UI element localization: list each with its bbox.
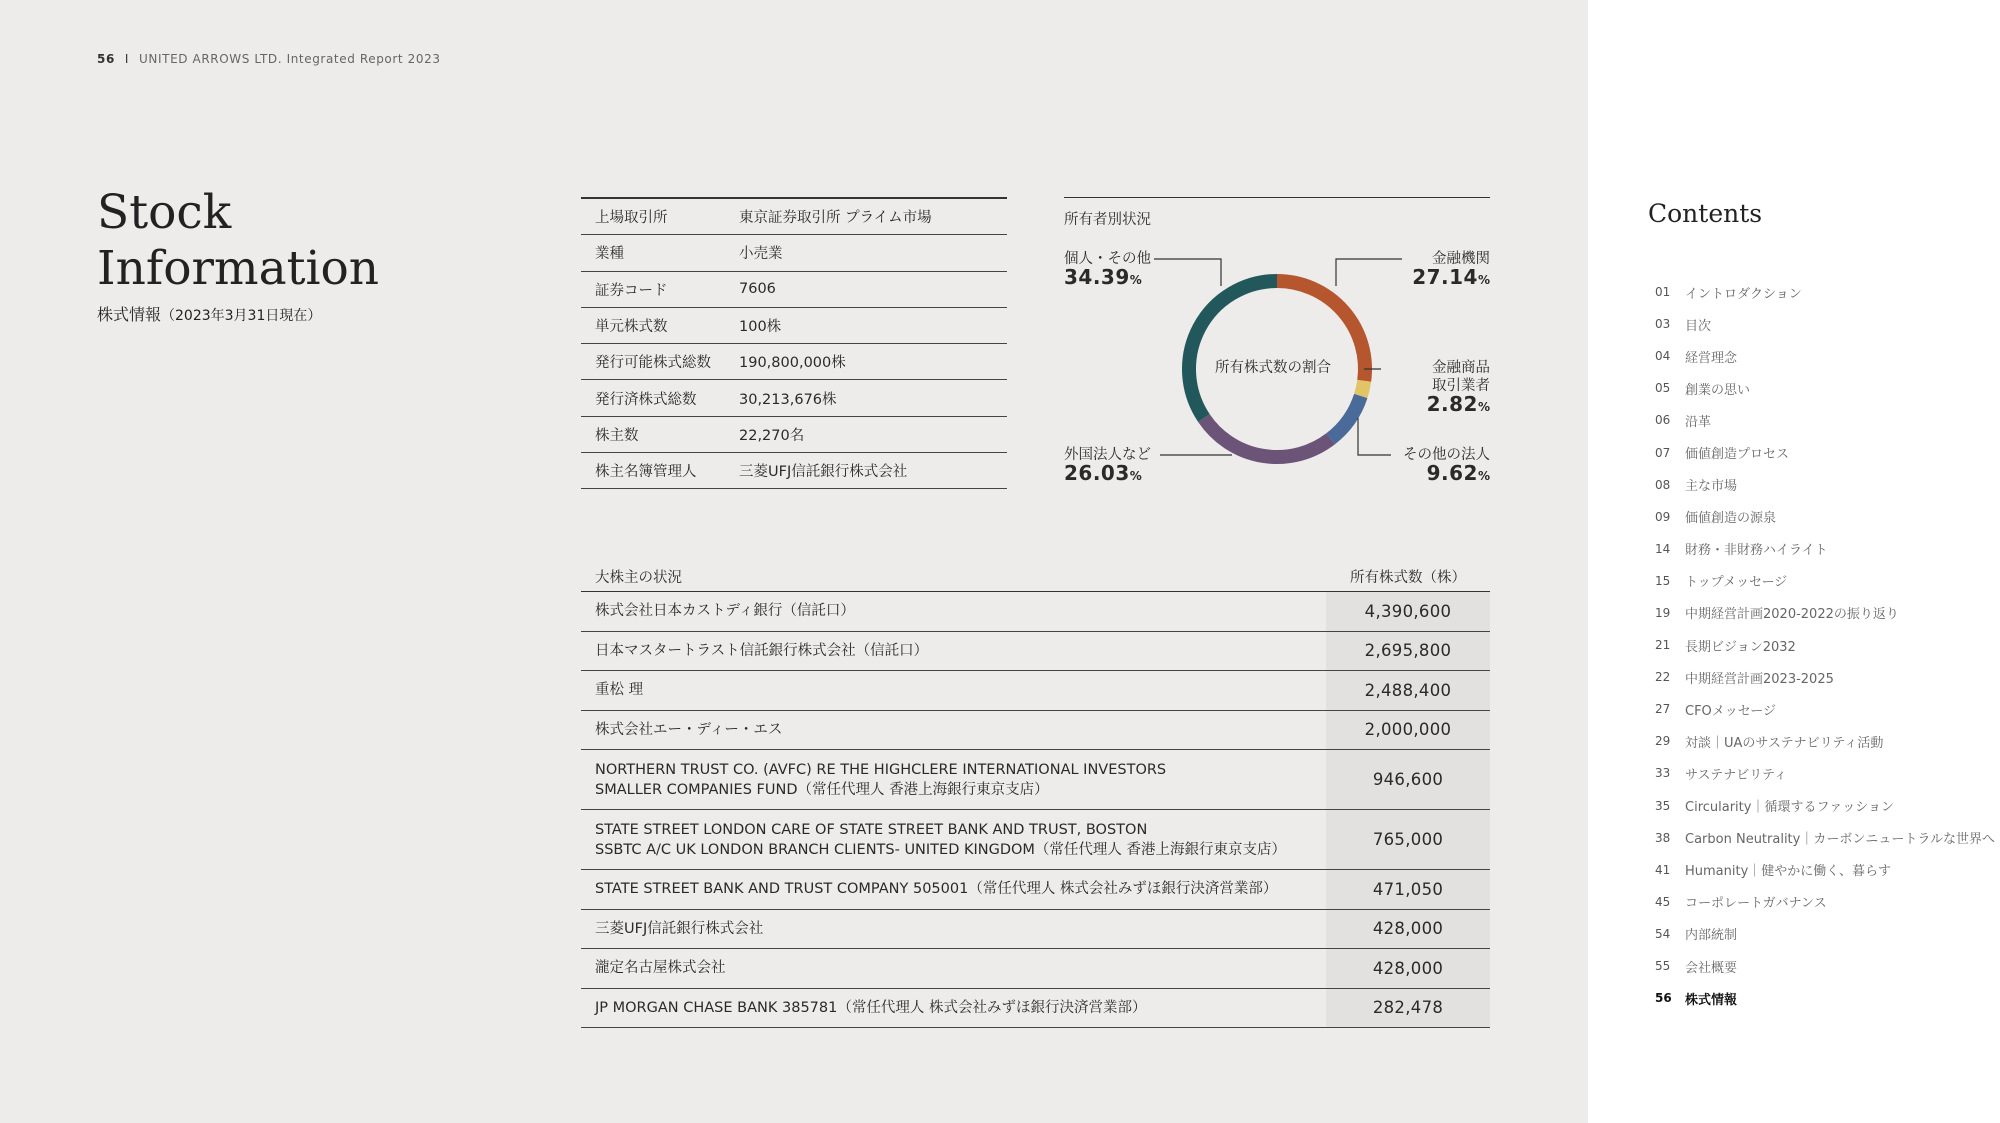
table-row: [581, 632, 1490, 672]
share-count: 2,000,000: [1326, 711, 1490, 750]
toc-page-number: 38: [1655, 830, 1671, 845]
toc-page-number: 56: [1655, 991, 1672, 1006]
report-name: UNITED ARROWS LTD. Integrated Report 2023: [139, 52, 441, 66]
share-count: 765,000: [1326, 810, 1490, 869]
toc-label: イントロダクション: [1685, 286, 1802, 302]
toc-label: 株式情報: [1685, 992, 1738, 1008]
table-row: [581, 989, 1490, 1029]
donut-slice-2: [1361, 381, 1364, 396]
toc-page-number: 27: [1655, 702, 1671, 717]
toc-item[interactable]: [1655, 822, 1995, 854]
toc-page-number: 54: [1655, 926, 1671, 941]
toc-label: 価値創造プロセス: [1685, 447, 1790, 463]
table-header: [581, 564, 1490, 592]
shareholder-name: 株式会社エー・ディー・エス: [595, 721, 783, 738]
toc-page-number: 07: [1655, 445, 1671, 460]
share-count: 2,695,800: [1326, 632, 1490, 671]
share-count: 2,488,400: [1326, 671, 1490, 710]
donut-slice-4: [1204, 418, 1331, 457]
label-securities: [1427, 359, 1490, 416]
info-value: 小売業: [739, 246, 783, 263]
toc-item[interactable]: [1655, 436, 1995, 468]
label-value: 26.03: [1064, 461, 1130, 485]
label-value: 9.62: [1426, 461, 1478, 485]
share-count: 282,478: [1326, 989, 1490, 1028]
separator: I: [124, 52, 130, 66]
info-row: [581, 199, 1007, 235]
toc-label: 目次: [1685, 318, 1712, 334]
label-name-1: 金融商品: [1432, 360, 1490, 376]
title-line-2: Information: [97, 241, 380, 296]
shareholder-name: 瀧定名古屋株式会社: [595, 960, 726, 977]
ownership-chart: [1064, 197, 1490, 497]
ownership-title: 所有者別状況: [1064, 212, 1151, 228]
pct-unit: %: [1477, 469, 1490, 483]
subtitle-main: 株式情報: [97, 305, 162, 324]
shareholder-name-line1: STATE STREET LONDON CARE OF STATE STREET BANK AND TRUST, BOSTON: [595, 821, 1148, 838]
header-count: 所有株式数（株）: [1350, 570, 1466, 586]
toc-page-number: 45: [1655, 894, 1671, 909]
toc-item[interactable]: [1655, 276, 1995, 308]
toc-label: コーポレートガバナンス: [1685, 896, 1827, 912]
toc-page-number: 29: [1655, 734, 1671, 749]
info-row: [581, 380, 1007, 416]
info-row: [581, 235, 1007, 271]
shareholder-name-line1: NORTHERN TRUST CO. (AVFC) RE THE HIGHCLERE INTERNATIONAL INVESTORS: [595, 761, 1167, 778]
toc-label: 価値創造の源泉: [1685, 511, 1777, 527]
toc-page-number: 09: [1655, 509, 1671, 524]
table-row: [581, 592, 1490, 632]
label-foreign: [1064, 446, 1151, 485]
info-key: 単元株式数: [595, 319, 668, 336]
shareholder-name: JP MORGAN CHASE BANK 385781（常任代理人 株式会社みずほ銀行決済営業部）: [595, 999, 1147, 1016]
toc-label: 財務・非財務ハイライト: [1685, 543, 1828, 559]
table-row: [581, 870, 1490, 910]
running-head: [97, 52, 441, 66]
toc-page-number: 33: [1655, 766, 1671, 781]
toc-label: 経営理念: [1685, 350, 1738, 366]
label-name: 外国法人など: [1064, 447, 1151, 463]
toc-page-number: 08: [1655, 477, 1671, 492]
toc-label: 会社概要: [1685, 960, 1738, 976]
table-row: [581, 711, 1490, 751]
page-number: 56: [97, 52, 115, 66]
toc-item[interactable]: [1655, 790, 1995, 822]
toc-label: Carbon Neutrality｜カーボンニュートラルな世界へ: [1685, 832, 1995, 848]
toc-page-number: 05: [1655, 381, 1671, 396]
toc-label: 対談｜UAのサステナビリティ活動: [1685, 735, 1884, 751]
contents-sidebar: [1588, 0, 2000, 1123]
toc-page-number: 21: [1655, 638, 1671, 653]
toc-label: 内部統制: [1685, 928, 1738, 944]
subtitle-date: （2023年3月31日現在）: [161, 308, 322, 324]
toc-page-number: 04: [1655, 349, 1671, 364]
share-count: 428,000: [1326, 949, 1490, 988]
toc-label: 沿革: [1685, 414, 1712, 430]
toc-page-number: 35: [1655, 798, 1671, 813]
table-row: [581, 750, 1490, 810]
info-key: 株主名簿管理人: [595, 464, 697, 481]
info-value: 三菱UFJ信託銀行株式会社: [739, 464, 908, 481]
label-name: 金融機関: [1432, 251, 1490, 267]
toc-item[interactable]: [1655, 854, 1995, 886]
shareholder-name: 株式会社日本カストディ銀行（信託口）: [595, 603, 855, 620]
toc-item[interactable]: [1655, 918, 1995, 950]
info-value: 30,213,676株: [739, 391, 837, 408]
info-key: 業種: [595, 246, 624, 263]
toc-item[interactable]: [1655, 565, 1995, 597]
toc-page-number: 14: [1655, 541, 1671, 556]
toc-label: Humanity｜健やかに働く、暮らす: [1685, 864, 1892, 880]
pct-unit: %: [1129, 273, 1142, 287]
toc-item[interactable]: [1655, 340, 1995, 372]
pct-unit: %: [1477, 400, 1490, 414]
shareholder-name: 日本マスタートラスト信託銀行株式会社（信託口）: [595, 642, 929, 659]
info-value: 22,270名: [739, 427, 805, 444]
toc-item[interactable]: [1655, 982, 1995, 1014]
label-financial-institutions: [1412, 250, 1490, 289]
donut-slice-5: [1189, 281, 1277, 418]
toc-page-number: 15: [1655, 573, 1671, 588]
label-value: 34.39: [1064, 265, 1130, 289]
toc-page-number: 55: [1655, 959, 1671, 974]
info-value: 190,800,000株: [739, 355, 846, 372]
info-value: 7606: [739, 281, 776, 298]
info-value: 100株: [739, 319, 782, 336]
toc-label: 中期経営計画2023-2025: [1685, 671, 1834, 687]
stock-info-table: [581, 197, 1007, 489]
toc-item[interactable]: [1655, 950, 1995, 982]
toc-item[interactable]: [1655, 469, 1995, 501]
major-shareholders-table: [581, 564, 1490, 1028]
toc-item[interactable]: [1655, 372, 1995, 404]
toc-item[interactable]: [1655, 661, 1995, 693]
pct-unit: %: [1477, 273, 1490, 287]
toc-item[interactable]: [1655, 308, 1995, 340]
toc-label: 主な市場: [1685, 479, 1738, 495]
toc-page-number: 06: [1655, 413, 1671, 428]
toc-page-number: 01: [1655, 285, 1671, 300]
share-count: 946,600: [1326, 750, 1490, 809]
label-individuals: [1064, 250, 1151, 289]
toc-item[interactable]: [1655, 533, 1995, 565]
toc-item[interactable]: [1655, 404, 1995, 436]
share-count: 471,050: [1326, 870, 1490, 909]
toc-label: 中期経営計画2020-2022の振り返り: [1685, 607, 1899, 623]
toc-label: CFOメッセージ: [1685, 703, 1777, 719]
share-count: 428,000: [1326, 910, 1490, 949]
toc-item[interactable]: [1655, 501, 1995, 533]
label-value: 2.82: [1426, 392, 1478, 416]
info-row: [581, 417, 1007, 453]
label-name-2: 取引業者: [1432, 378, 1490, 394]
info-row: [581, 344, 1007, 380]
toc-label: サステナビリティ: [1685, 767, 1787, 783]
table-row: [581, 949, 1490, 989]
toc-page-number: 22: [1655, 670, 1671, 685]
info-key: 発行可能株式総数: [595, 355, 711, 372]
contents-list: [1655, 276, 1995, 1014]
header-name: 大株主の状況: [595, 570, 682, 586]
toc-label: 長期ビジョン2032: [1685, 639, 1796, 655]
title-line-1: Stock: [97, 185, 232, 240]
share-count: 4,390,600: [1326, 592, 1490, 631]
table-row: [581, 810, 1490, 870]
label-name: 個人・その他: [1064, 251, 1151, 267]
toc-item[interactable]: [1655, 725, 1995, 757]
info-key: 発行済株式総数: [595, 391, 697, 408]
info-value: 東京証券取引所 プライム市場: [739, 210, 932, 227]
shareholder-name: 三菱UFJ信託銀行株式会社: [595, 920, 764, 937]
shareholder-name-line2: SSBTC A/C UK LONDON BRANCH CLIENTS- UNITED KINGDOM（常任代理人 香港上海銀行東京支店）: [595, 841, 1287, 858]
toc-item[interactable]: [1655, 757, 1995, 789]
toc-page-number: 19: [1655, 605, 1671, 620]
table-row: [581, 671, 1490, 711]
shareholder-name: STATE STREET BANK AND TRUST COMPANY 505001（常任代理人 株式会社みずほ銀行決済営業部）: [595, 881, 1278, 898]
page-title: [97, 185, 379, 297]
info-row: [581, 272, 1007, 308]
label-name: その他の法人: [1403, 447, 1490, 463]
toc-label: 創業の思い: [1685, 382, 1751, 398]
page-subtitle: [97, 302, 321, 325]
info-row: [581, 308, 1007, 344]
donut-slice-3: [1331, 396, 1361, 439]
contents-title: Contents: [1648, 199, 1763, 228]
info-key: 上場取引所: [595, 210, 668, 227]
label-value: 27.14: [1412, 265, 1478, 289]
toc-item[interactable]: [1655, 886, 1995, 918]
info-row: [581, 453, 1007, 489]
toc-item[interactable]: [1655, 629, 1995, 661]
toc-label: トップメッセージ: [1685, 575, 1788, 591]
toc-page-number: 03: [1655, 317, 1671, 332]
toc-label: Circularity｜循環するファッション: [1685, 800, 1894, 816]
toc-page-number: 41: [1655, 862, 1671, 877]
pct-unit: %: [1129, 469, 1142, 483]
info-key: 株主数: [595, 427, 639, 444]
toc-item[interactable]: [1655, 597, 1995, 629]
label-other-corporations: [1403, 446, 1490, 485]
donut-center-label: 所有株式数の割合: [1215, 360, 1331, 376]
table-row: [581, 910, 1490, 950]
shareholder-name: 重松 理: [595, 682, 644, 699]
shareholder-name-line2: SMALLER COMPANIES FUND（常任代理人 香港上海銀行東京支店）: [595, 781, 1049, 798]
info-key: 証券コード: [595, 282, 668, 299]
toc-item[interactable]: [1655, 693, 1995, 725]
